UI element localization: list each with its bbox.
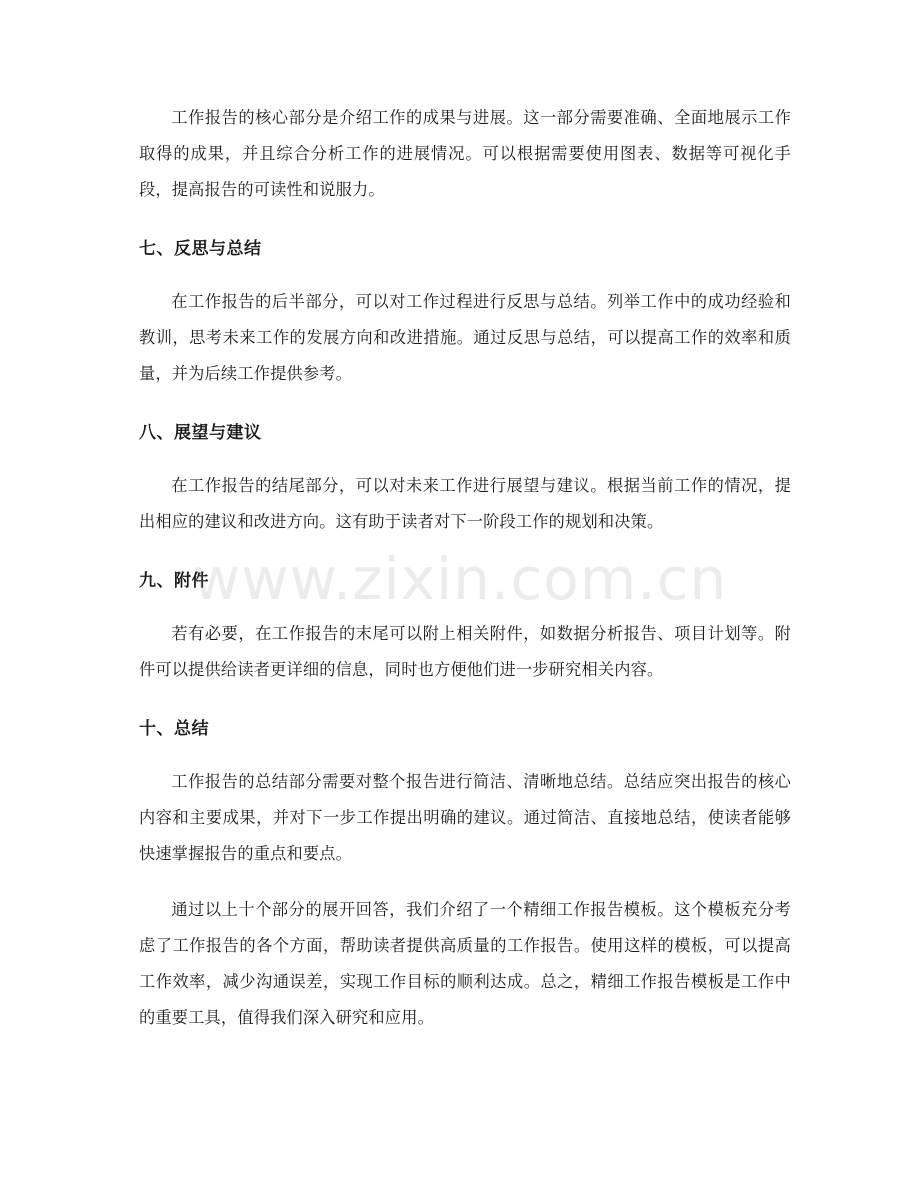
section-paragraph-summary: 工作报告的总结部分需要对整个报告进行简洁、清晰地总结。总结应突出报告的核心内容和主要成果，并对下一步工作提出明确的建议。通过简洁、直接地总结，使读者能够快速掌握报告的重点和要点。 (139, 772, 791, 863)
section-heading-outlook: 八、展望与建议 (139, 423, 262, 443)
closing-paragraph: 通过以上十个部分的展开回答，我们介绍了一个精细工作报告模板。这个模板充分考虑了工作报告的各个方面，帮助读者提供高质量的工作报告。使用这样的模板，可以提高工作效率，减少沟通误差，实现工作目标的顺利达成。总之，精细工作报告模板是工作中的重要工具，值得我们深入研究和应用。 (139, 900, 791, 1027)
section-paragraph-reflection: 在工作报告的后半部分，可以对工作过程进行反思与总结。列举工作中的成功经验和教训，思考未来工作的发展方向和改进措施。通过反思与总结，可以提高工作的效率和质量，并为后续工作提供参考。 (139, 292, 791, 383)
section-heading-summary: 十、总结 (139, 719, 209, 739)
section-paragraph-attachments: 若有必要，在工作报告的末尾可以附上相关附件，如数据分析报告、项目计划等。附件可以提供给读者更详细的信息，同时也方便他们进一步研究相关内容。 (139, 624, 791, 679)
watermark: www.zixin.com.cn (192, 545, 728, 613)
section-paragraph-outlook: 在工作报告的结尾部分，可以对未来工作进行展望与建议。根据当前工作的情况，提出相应的建议和改进方向。这有助于读者对下一阶段工作的规划和决策。 (139, 476, 791, 531)
intro-paragraph: 工作报告的核心部分是介绍工作的成果与进展。这一部分需要准确、全面地展示工作取得的成果，并且综合分析工作的进展情况。可以根据需要使用图表、数据等可视化手段，提高报告的可读性和说服力。 (139, 108, 791, 199)
section-heading-reflection: 七、反思与总结 (139, 239, 262, 259)
section-heading-attachments: 九、附件 (139, 571, 209, 591)
document-body (139, 100, 791, 1036)
